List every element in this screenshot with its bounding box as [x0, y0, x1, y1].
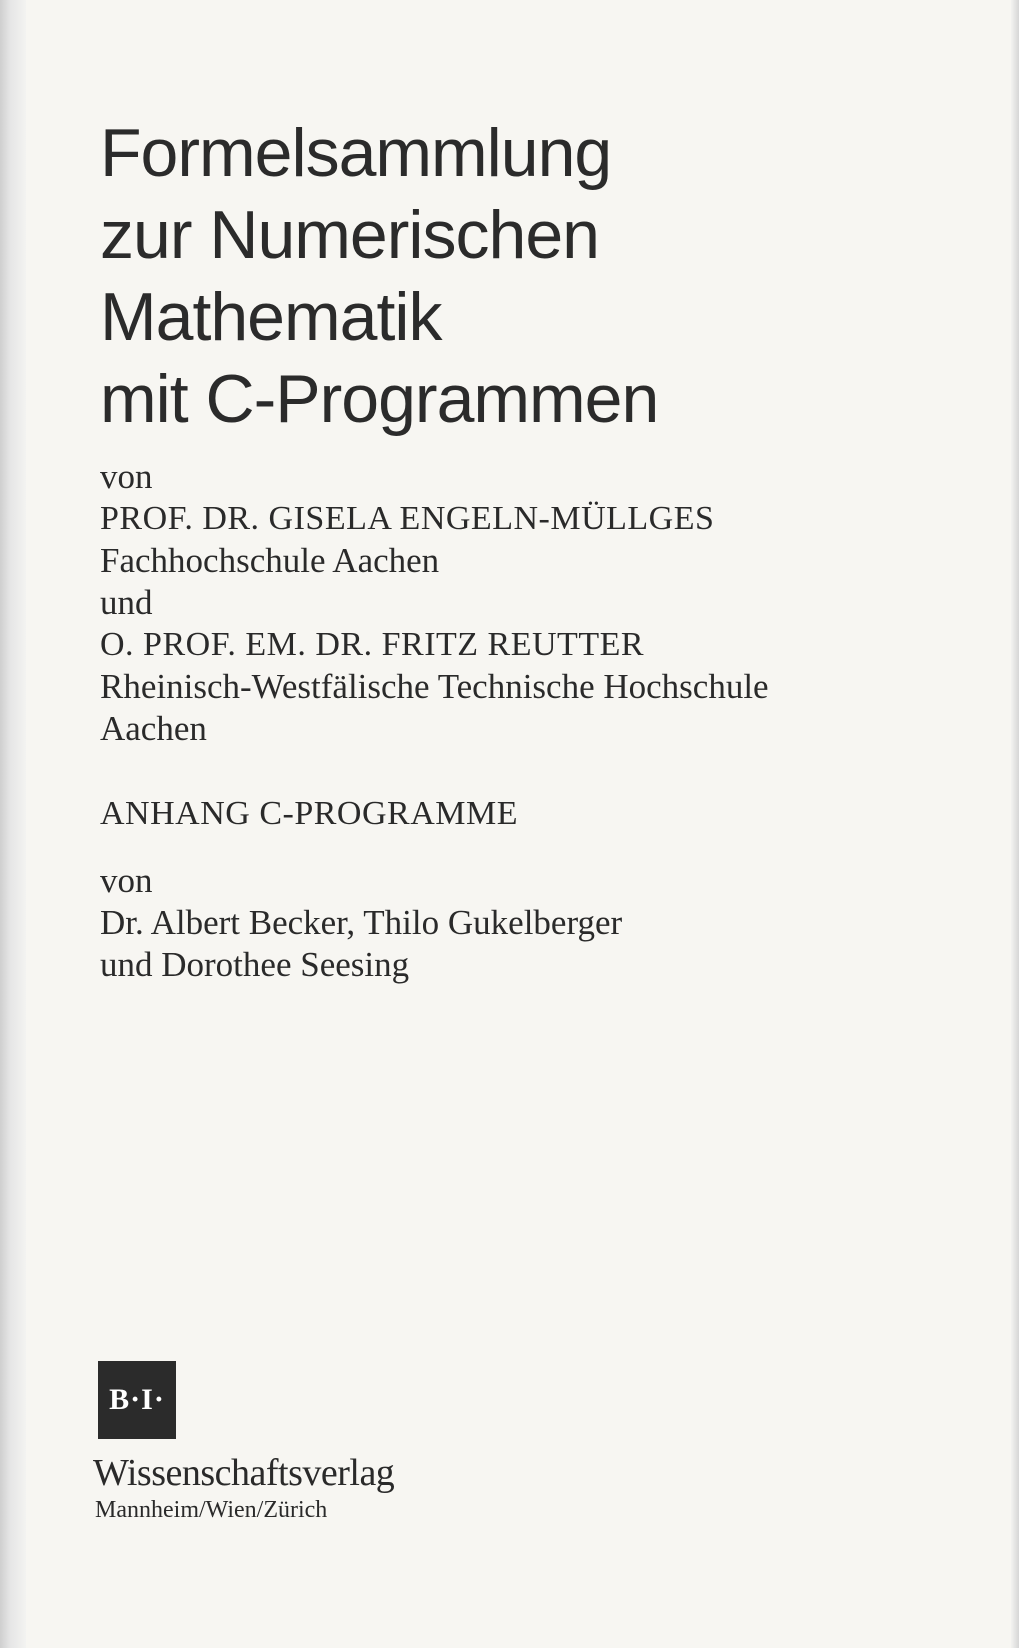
title-line-3: Mathematik [100, 279, 442, 355]
authors-intro: von [100, 457, 153, 496]
author2-affiliation-line2: Aachen [100, 709, 207, 748]
title-line-4: mit C-Programmen [100, 361, 659, 437]
author1-name: PROF. DR. GISELA ENGELN-MÜLLGES [100, 500, 715, 537]
page-binding-shadow [0, 0, 26, 1648]
appendix-intro: von [100, 861, 153, 900]
appendix-authors-line1: Dr. Albert Becker, Thilo Gukelberger [100, 903, 623, 942]
author2-name: O. PROF. EM. DR. FRITZ REUTTER [100, 626, 645, 663]
publisher-logo [98, 1361, 176, 1439]
publisher-name: Wissenschaftsverlag [93, 1452, 395, 1494]
title-line-2: zur Numerischen [100, 197, 599, 273]
publisher-logo-text: B·I· [109, 1383, 165, 1416]
appendix-authors-line2: und Dorothee Seesing [100, 945, 410, 984]
author2-affiliation-line1: Rheinisch-Westfälische Technische Hochschule [100, 667, 769, 706]
publisher-locations: Mannheim/Wien/Zürich [95, 1497, 328, 1523]
page-edge-shadow [1011, 0, 1019, 1648]
author1-affiliation: Fachhochschule Aachen [100, 541, 440, 580]
title-line-1: Formelsammlung [100, 115, 612, 191]
author-conjunction: und [100, 583, 153, 622]
appendix-title: ANHANG C-PROGRAMME [100, 795, 518, 832]
book-title [100, 112, 658, 440]
